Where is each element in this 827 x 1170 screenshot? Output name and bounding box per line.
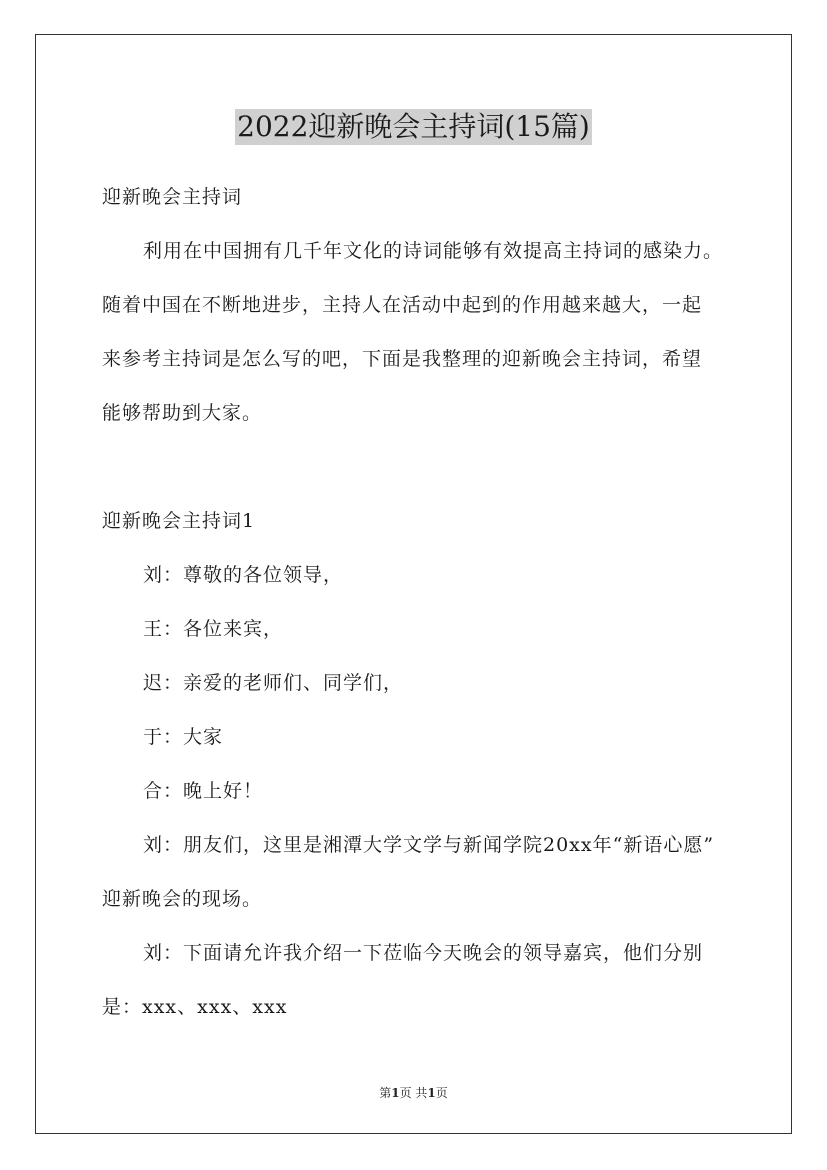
dialogue-line: 迎新晚会的现场。: [102, 888, 263, 910]
intro-paragraph-line: 利用在中国拥有几千年文化的诗词能够有效提高主持词的感染力。: [143, 240, 724, 262]
footer-page-number: 1: [391, 1086, 400, 1100]
dialogue-line: 于：大家: [143, 726, 224, 748]
dialogue-line: 是：xxx、xxx、xxx: [102, 996, 288, 1018]
blank-line: [102, 440, 734, 494]
dialogue-line: 合：晚上好！: [143, 780, 264, 802]
page-footer: [0, 1084, 827, 1101]
dialogue-line: 刘：尊敬的各位领导，: [143, 564, 344, 586]
intro-heading: 迎新晚会主持词: [102, 186, 243, 208]
footer-page-total: 1: [427, 1086, 436, 1100]
section-heading: 迎新晚会主持词1: [102, 510, 256, 532]
document-title-text: 2022迎新晚会主持词(15篇): [237, 110, 590, 143]
document-title: [0, 106, 827, 145]
document-body: [102, 170, 734, 1034]
dialogue-line: 刘：朋友们，这里是湘潭大学文学与新闻学院20xx年“新语心愿”: [143, 834, 715, 856]
dialogue-line: 王：各位来宾，: [143, 618, 284, 640]
intro-paragraph-line: 随着中国在不断地进步，主持人在活动中起到的作用越来越大，一起: [102, 294, 703, 316]
dialogue-line: 迟：亲爱的老师们、同学们，: [143, 672, 404, 694]
dialogue-line: 刘：下面请允许我介绍一下莅临今天晚会的领导嘉宾，他们分别: [143, 942, 704, 964]
intro-paragraph-line: 来参考主持词是怎么写的吧，下面是我整理的迎新晚会主持词，希望: [102, 348, 703, 370]
footer-page-suffix: 页: [435, 1086, 448, 1100]
intro-paragraph-line: 能够帮助到大家。: [102, 402, 263, 424]
footer-page-mid: 页 共: [399, 1086, 428, 1100]
footer-page-prefix: 第: [379, 1086, 392, 1100]
